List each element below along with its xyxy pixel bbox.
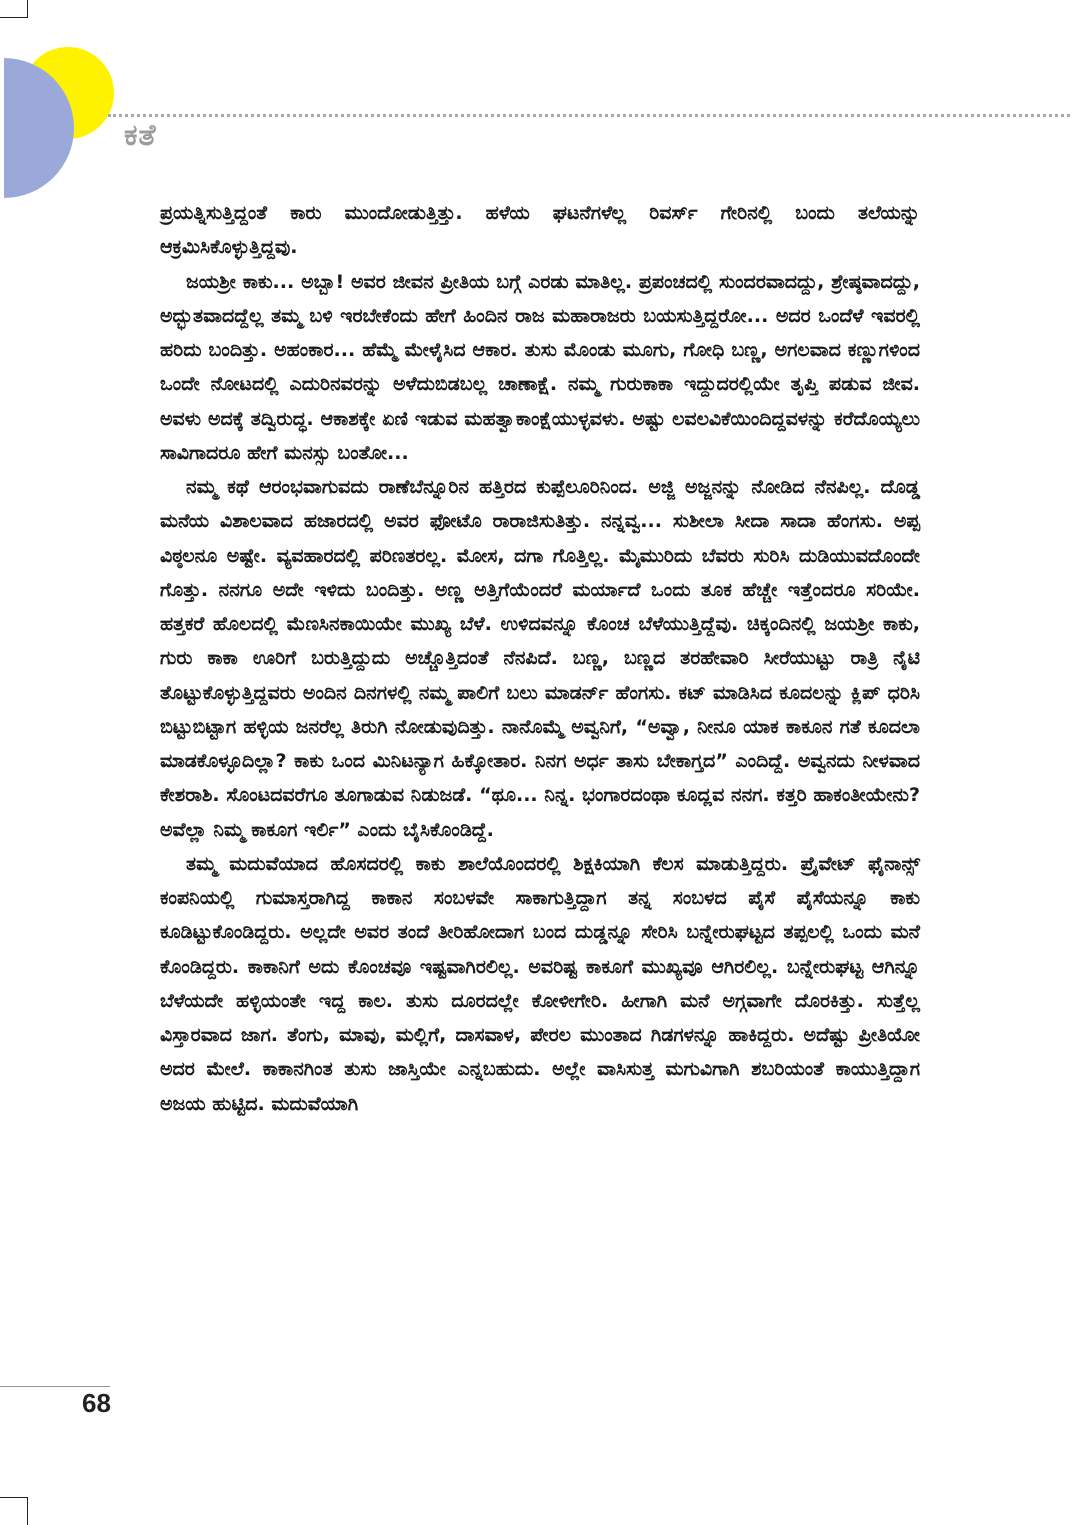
- paragraph: ಜಯಶ್ರೀ ಕಾಕು... ಅಬ್ಬಾ! ಅವರ ಜೀವನ ಪ್ರೀತಿಯ ಬಗ್ಗೆ ಎರಡು ಮಾತಿಲ್ಲ. ಪ್ರಪಂಚದಲ್ಲಿ ಸುಂದರವಾದದ್ದು, ಶ್ರೇಷ್ಠವಾದದ್ದು, ಅದ್ಭುತವಾದದ್ದೆಲ್ಲ ತಮ್ಮ ಬಳಿ ಇರಬೇಕೆಂದು ಹೇಗೆ ಹಿಂದಿನ ರಾಜ ಮಹಾರಾಜರು ಬಯಸುತ್ತಿದ್ದರೋ... ಅದರ ಒಂದೆಳೆ ಇವರಲ್ಲಿ ಹರಿದು ಬಂದಿತ್ತು. ಅಹಂಕಾರ... ಹೆಮ್ಮೆ ಮೇಳೈಸಿದ ಆಕಾರ. ತುಸು ಮೊಂಡು ಮೂಗು, ಗೋಧಿ ಬಣ್ಣ, ಅಗಲವಾದ ಕಣ್ಣುಗಳಿಂದ ಒಂದೇ ನೋಟದಲ್ಲಿ ಎದುರಿನವರನ್ನು ಅಳೆದುಬಿಡಬಲ್ಲ ಚಾಣಾಕ್ಷೆ. ನಮ್ಮ ಗುರುಕಾಕಾ ಇದ್ದುದರಲ್ಲಿಯೇ ತೃಪ್ತಿ ಪಡುವ ಜೀವ. ಅವಳು ಅದಕ್ಕೆ ತದ್ವಿರುದ್ಧ. ಆಕಾಶಕ್ಕೇ ಏಣಿ ಇಡುವ ಮಹತ್ವಾಕಾಂಕ್ಷೆಯುಳ್ಳವಳು. ಅಷ್ಟು ಲವಲವಿಕೆಯಿಂದಿದ್ದವಳನ್ನು ಕರೆದೊಯ್ಯಲು ಸಾವಿಗಾದರೂ ಹೇಗೆ ಮನಸ್ಸು ಬಂತೋ...: [160, 270, 920, 464]
- paragraph: ಪ್ರಯತ್ನಿಸುತ್ತಿದ್ದಂತೆ ಕಾರು ಮುಂದೋಡುತ್ತಿತ್ತು. ಹಳೆಯ ಘಟನೆಗಳೆಲ್ಲ ರಿವರ್ಸ್ ಗೇರಿನಲ್ಲಿ ಬಂದು ತಲೆಯನ್ನು ಆಕ್ರಮಿಸಿಕೊಳ್ಳುತ್ತಿದ್ದವು.: [160, 202, 920, 259]
- header-dotted-rule: [108, 114, 1070, 117]
- page-number: 68: [82, 1388, 111, 1418]
- decorative-circles: [0, 0, 120, 210]
- paragraph: ತಮ್ಮ ಮದುವೆಯಾದ ಹೊಸದರಲ್ಲಿ ಕಾಕು ಶಾಲೆಯೊಂದರಲ್ಲಿ ಶಿಕ್ಷಕಿಯಾಗಿ ಕೆಲಸ ಮಾಡುತ್ತಿದ್ದರು. ಪ್ರೈವೇಟ್ ಫೈನಾನ್ಸ್ ಕಂಪನಿಯಲ್ಲಿ ಗುಮಾಸ್ತರಾಗಿದ್ದ ಕಾಕಾನ ಸಂಬಳವೇ ಸಾಕಾಗುತ್ತಿದ್ದಾಗ ತನ್ನ ಸಂಬಳದ ಪೈಸೆ ಪೈಸೆಯನ್ನೂ ಕಾಕು ಕೂಡಿಟ್ಟುಕೊಂಡಿದ್ದರು. ಅಲ್ಲದೇ ಅವರ ತಂದೆ ತೀರಿಹೋದಾಗ ಬಂದ ದುಡ್ಡನ್ನೂ ಸೇರಿಸಿ ಬನ್ನೇರುಘಟ್ಟದ ತಪ್ಪಲಲ್ಲಿ ಒಂದು ಮನೆ ಕೊಂಡಿದ್ದರು. ಕಾಕಾನಿಗೆ ಅದು ಕೊಂಚವೂ ಇಷ್ಟವಾಗಿರಲಿಲ್ಲ. ಅವರಿಷ್ಟ ಕಾಕೂಗೆ ಮುಖ್ಯವೂ ಆಗಿರಲಿಲ್ಲ. ಬನ್ನೇರುಘಟ್ಟ ಆಗಿನ್ನೂ ಬೆಳೆಯದೇ ಹಳ್ಳಿಯಂತೇ ಇದ್ದ ಕಾಲ. ತುಸು ದೂರದಲ್ಲೇ ಕೋಳೀಗೇರಿ. ಹೀಗಾಗಿ ಮನೆ ಅಗ್ಗವಾಗೇ ದೊರಕಿತ್ತು. ಸುತ್ತೆಲ್ಲ ವಿಸ್ತಾರವಾದ ಜಾಗ. ತೆಂಗು, ಮಾವು, ಮಲ್ಲಿಗೆ, ದಾಸವಾಳ, ಪೇರಲ ಮುಂತಾದ ಗಿಡಗಳನ್ನೂ ಹಾಕಿದ್ದರು. ಅದೆಷ್ಟು ಪ್ರೀತಿಯೋ ಅದರ ಮೇಲೆ. ಕಾಕಾನಗಿಂತ ತುಸು ಜಾಸ್ತಿಯೇ ಎನ್ನಬಹುದು. ಅಲ್ಲೇ ವಾಸಿಸುತ್ತ ಮಗುವಿಗಾಗಿ ಶಬರಿಯಂತೆ ಕಾಯುತ್ತಿದ್ದಾಗ ಅಜಯ ಹುಟ್ಟಿದ. ಮದುವೆಯಾಗಿ: [160, 852, 920, 1115]
- story-text: [160, 196, 920, 1121]
- crop-mark-bottom-horizontal: [0, 1497, 28, 1498]
- footer-rule: [0, 1386, 110, 1387]
- paragraph: ನಮ್ಮ ಕಥೆ ಆರಂಭವಾಗುವದು ರಾಣೆಬೆನ್ನೂರಿನ ಹತ್ತಿರದ ಕುಪ್ಪೆಲೂರಿನಿಂದ. ಅಜ್ಜಿ ಅಜ್ಜನನ್ನು ನೋಡಿದ ನೆನಪಿಲ್ಲ. ದೊಡ್ಡ ಮನೆಯ ವಿಶಾಲವಾದ ಹಜಾರದಲ್ಲಿ ಅವರ ಫೋಟೊ ರಾರಾಜಿಸುತಿತ್ತು. ನನ್ನವ್ವ... ಸುಶೀಲಾ ಸೀದಾ ಸಾದಾ ಹೆಂಗಸು. ಅಪ್ಪ ವಿಠ್ಠಲನೂ ಅಷ್ಟೇ. ವ್ಯವಹಾರದಲ್ಲಿ ಪರಿಣತರಲ್ಲ. ಮೋಸ, ದಗಾ ಗೊತ್ತಿಲ್ಲ. ಮೈಮುರಿದು ಬೆವರು ಸುರಿಸಿ ದುಡಿಯುವದೊಂದೇ ಗೊತ್ತು. ನನಗೂ ಅದೇ ಇಳಿದು ಬಂದಿತ್ತು. ಅಣ್ಣ ಅತ್ತಿಗೆಯೆಂದರೆ ಮರ್ಯಾದೆ ಒಂದು ತೂಕ ಹೆಚ್ಚೇ ಇತ್ತೆಂದರೂ ಸರಿಯೇ. ಹತ್ತಕರೆ ಹೊಲದಲ್ಲಿ ಮೆಣಸಿನಕಾಯಿಯೇ ಮುಖ್ಯ ಬೆಳೆ. ಉಳಿದವನ್ನೂ ಕೊಂಚ ಬೆಳೆಯುತ್ತಿದ್ದೆವು. ಚಿಕ್ಕಂದಿನಲ್ಲಿ ಜಯಶ್ರೀ ಕಾಕು, ಗುರು ಕಾಕಾ ಊರಿಗೆ ಬರುತ್ತಿದ್ದುದು ಅಚ್ಚೊತ್ತಿದಂತೆ ನೆನಪಿದೆ. ಬಣ್ಣ, ಬಣ್ಣದ ತರಹೇವಾರಿ ಸೀರೆಯುಟ್ಟು ರಾತ್ರಿ ನೈಟಿ ತೊಟ್ಟುಕೊಳ್ಳುತ್ತಿದ್ದವರು ಅಂದಿನ ದಿನಗಳಲ್ಲಿ ನಮ್ಮ ಪಾಲಿಗೆ ಬಲು ಮಾಡರ್ನ್ ಹೆಂಗಸು. ಕಟ್ ಮಾಡಿಸಿದ ಕೂದಲನ್ನು ಕ್ಲಿಪ್ ಧರಿಸಿ ಬಿಟ್ಟುಬಿಟ್ಟಾಗ ಹಳ್ಳಿಯ ಜನರೆಲ್ಲ ತಿರುಗಿ ನೋಡುವುದಿತ್ತು. ನಾನೊಮ್ಮೆ ಅವ್ವನಿಗೆ, “ಅವ್ವಾ, ನೀನೂ ಯಾಕ ಕಾಕೂನ ಗತೆ ಕೂದಲಾ ಮಾಡಕೊಳ್ಳೂದಿಲ್ಲಾ? ಕಾಕು ಒಂದ ಮಿನಿಟನ್ಯಾಗ ಹಿಕ್ಕೋತಾರ. ನಿನಗ ಅರ್ಧ ತಾಸು ಬೇಕಾಗ್ತದ” ಎಂದಿದ್ದೆ. ಅವ್ವನದು ನೀಳವಾದ ಕೇಶರಾಶಿ. ಸೊಂಟದವರೆಗೂ ತೂಗಾಡುವ ನಿಡುಜಡೆ. “ಥೂ... ನಿನ್ನ. ಭಂಗಾರದಂಥಾ ಕೂದ್ಲವ ನನಗ. ಕತ್ತರಿ ಹಾಕಂತೀಯೇನು? ಅವೆಲ್ಲಾ ನಿಮ್ಮ ಕಾಕೂಗ ಇರ್ಲಿ” ಎಂದು ಬೈಸಿಕೊಂಡಿದ್ದೆ.: [160, 476, 920, 841]
- crop-mark-bottom-vertical: [27, 1497, 28, 1525]
- section-title: ಕತೆ: [124, 118, 157, 153]
